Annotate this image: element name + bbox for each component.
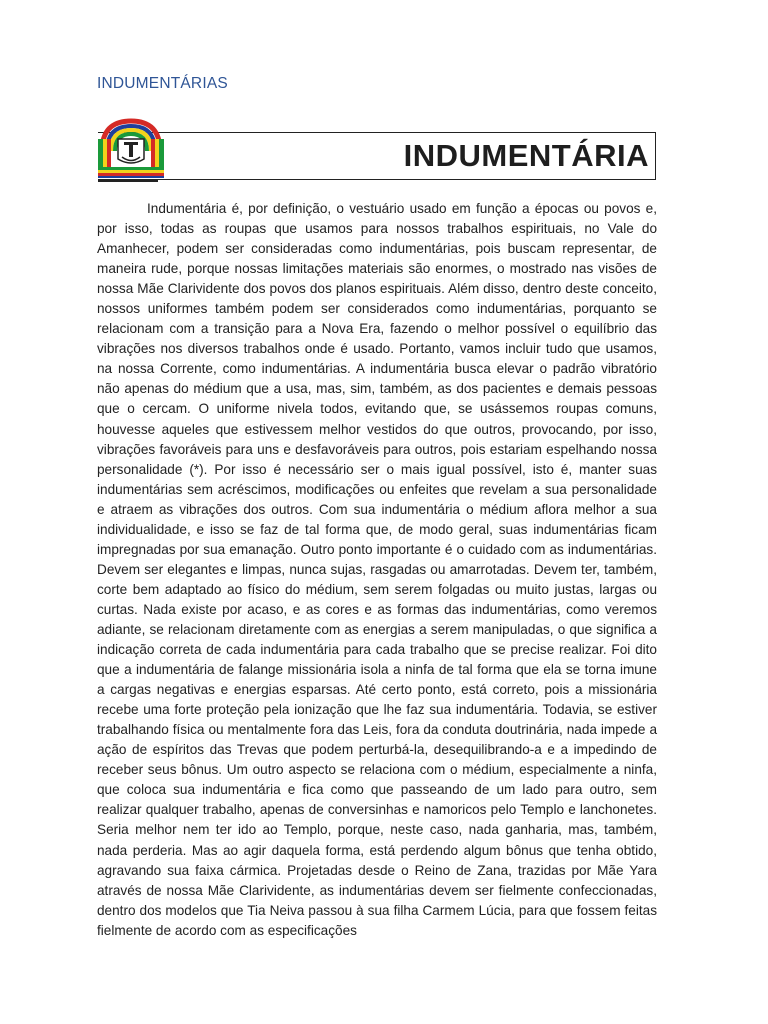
- title-frame: [98, 132, 656, 180]
- title-underline: [98, 180, 158, 182]
- document-title: INDUMENTÁRIA: [403, 138, 649, 173]
- section-heading: INDUMENTÁRIAS: [97, 75, 228, 92]
- body-paragraph: Indumentária é, por definição, o vestuário usado em função a épocas ou povos e, por isso, todas as roupas que usamos para nossos trabalhos espirituais, no Vale do Amanhecer, podem ser consideradas como indumentárias, pois buscam representar, de maneira rude, porque nossas limitações materiais são enormes, o mostrado nas visões de nossa Mãe Clarividente dos povos dos planos espirituais. Além disso, dentro deste conceito, nossos uniformes também podem ser considerados como indumentárias, porquanto se relacionam com a transição para a Nova Era, fazendo o melhor possível o equilíbrio das vibrações nos diversos trabalhos onde é usado. Portanto, vamos incluir tudo que usamos, na nossa Corrente, como indumentárias. A indumentária busca elevar o padrão vibratório não apenas do médium que a usa, mas, sim, também, as dos pacientes e demais pessoas que o cercam. O uniforme nivela todos, evitando que, se usássemos roupas comuns, houvesse aqueles que estivessem melhor vestidos do que outros, provocando, por isso, vibrações favoráveis para uns e desfavoráveis para outros, pois estariam espelhando nossa personalidade (*). Por isso é necessário ser o mais igual possível, isto é, manter suas indumentárias sem acréscimos, modificações ou enfeites que revelam a sua personalidade e atraem as vibrações dos outros. Com sua indumentária o médium aflora melhor a sua individualidade, e isso se faz de tal forma que, de modo geral, suas indumentárias ficam impregnadas por sua emanação. Outro ponto importante é o cuidado com as indumentárias. Devem ser elegantes e limpas, nunca sujas, rasgadas ou amarrotadas. Devem ter, também, corte bem adaptado ao físico do médium, sem serem folgadas ou muito justas, largas ou curtas. Nada existe por acaso, e as cores e as formas das indumentárias, como veremos adiante, se relacionam diretamente com as energias a serem manipuladas, o que significa a indicação correta de cada indumentária para cada trabalho que se precise realizar. Foi dito que a indumentária de falange missionária isola a ninfa de tal forma que ela se torna imune a cargas negativas e energias esparsas. Até certo ponto, está correto, pois a missionária recebe uma forte proteção pela ionização que lhe faz sua indumentária. Todavia, se estiver trabalhando física ou mentalmente fora das Leis, fora da conduta doutrinária, nada impede a ação de espíritos das Trevas que podem perturbá-la, desequilibrando-a e a impedindo de receber seus bônus. Um outro aspecto se relaciona com o médium, especialmente a ninfa, que coloca sua indumentária e fica como que passeando de um lado para outro, sem realizar qualquer trabalho, apenas de conversinhas e namoricos pelo Templo e lanchonetes. Seria melhor nem ter ido ao Templo, porque, neste caso, nada ganharia, mas, também, nada perderia. Mas ao agir daquela forma, está perdendo algum bônus que tenha obtido, agravando sua faixa cármica. Projetadas desde o Reino de Zana, trazidas por Mãe Yara através de nossa Mãe Clarividente, as indumentárias devem ser fielmente confeccionadas, dentro dos modelos que Tia Neiva passou à sua filha Carmem Lúcia, para que fossem feitas fielmente de acordo com as especificações: [97, 201, 657, 938]
- vale-do-amanhecer-emblem-icon: [96, 117, 166, 179]
